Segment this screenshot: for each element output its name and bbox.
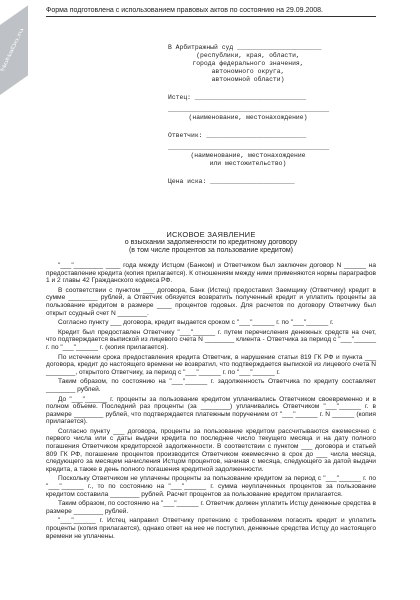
- body-paragraph: Поскольку Ответчиком не уплачены проценты за пользование кредитом за период с "___"______ г. по "___"______ г., то по состоянию на "___"______ г. сумма неуплаченных процентов за пользование кредитом составила ________ рублей. Расчет процентов за пользование кредитом прилагается.: [46, 475, 376, 498]
- defendant-hint: или местожительство): [209, 160, 287, 167]
- body-paragraph: До "___"______ г. проценты за пользование кредитом уплачивались Ответчиком своевременно и в полном объеме. Последний раз проценты (за ________) уплачивались Ответчиком "___"______ г. в размере ________ рублей, что подтверждается платежным поручением от "___"______ г. N ______ (копия прилагается).: [46, 395, 376, 426]
- body-paragraph: В соответствии с пунктом ___ договора, Банк (Истец) предоставил Заемщику (Ответчику) кредит в сумме ________ рублей, а Ответчик обязуется возвратить полученный кредит и уплатить проценты за пользование кредитом в размере ____ процентов годовых. Для расчетов по договору Ответчику был открыт ссудный счет N ________.: [46, 286, 376, 317]
- court-line: В Арбитражный суд ______________________: [168, 44, 322, 51]
- plaintiff-hint: (наименование, местонахождение): [188, 114, 308, 121]
- body-paragraph: Кредит был предоставлен Ответчику "___"______ г. путем перечисления денежных средств на счет, что подтверждается выпиской из лицевого счета N ________ клиента - Ответчика за период с "___"______ г. по "___"______ г. (копия прилагается).: [46, 328, 376, 351]
- title-subject: о взыскании задолженности по кредитному договору: [124, 239, 298, 246]
- title-note: (в том числе процентов за пользование кредитом): [128, 247, 294, 254]
- body-paragraph: Согласно пункту ___ договора, проценты за пользование кредитом рассчитываются ежемесячно с первого числа или с даты выдачи кредита по последнее число текущего месяца и на дату полного погашения Ответчиком кредиторской задолженности. В соответствии с пунктом ___ договора и статьей 809 ГК РФ, погашение процентов производится Ответчиком ежемесячно в срок до ___ числа месяца, следующего за месяцем начисления Истцом процентов, начиная с месяца, следующего за датой выдачи кредита, а также в день полного погашения кредитной задолженности.: [46, 427, 376, 473]
- court-hint: (республики, края, области,: [196, 52, 300, 59]
- blank-line: __________________________________________: [168, 144, 330, 151]
- body-paragraph: "___"______ г. Истец направил Ответчику претензию с требованием погасить кредит и уплатить проценты (копия прилагается), однако ответ на нее не поступил, денежные средства Истцу до настоящего времени не уплачены.: [46, 517, 376, 540]
- top-notice: Форма подготовлена с использованием правовых актов по состоянию на 29.09.2008.: [46, 6, 376, 17]
- court-hint: автономной области): [211, 76, 285, 83]
- title-main: ИСКОВОЕ ЗАЯВЛЕНИЕ: [166, 230, 256, 239]
- defendant-hint: (наименование, местонахождение: [190, 152, 306, 159]
- document-body: [46, 262, 376, 542]
- blank-line: __________________________________________: [168, 106, 330, 113]
- document-title: [46, 231, 376, 255]
- addressee-header: [168, 44, 328, 186]
- claim-price-line: Цена иска: ______________________: [168, 178, 295, 185]
- court-hint: города федерального значения,: [192, 60, 304, 67]
- body-paragraph: Таким образом, по состоянию на "___"______ г. задолженность Ответчика по кредиту составляет ________ рублей.: [46, 378, 376, 393]
- body-paragraph: Согласно пункту ___ договора, кредит выдается сроком с "___"______ г. по "___"______ г.: [58, 319, 334, 327]
- watermark-text: NoNaDo.ru: [0, 28, 26, 72]
- body-paragraph: Таким образом, по состоянию на "___"______ г. Ответчик должен уплатить Истцу денежные средства в размере ________ рублей.: [46, 500, 376, 515]
- plaintiff-line: Истец: _____________________________: [168, 94, 307, 101]
- court-hint: автономного округа,: [211, 68, 285, 75]
- watermark-logo: [0, 5, 28, 100]
- defendant-line: Ответчик: __________________________: [168, 132, 307, 139]
- body-paragraph: "___"________ ____ года между Истцом (Банком) и Ответчиком был заключен договор N ______ на предоставление кредита (копия прилагается). К отношениям между ними применяются нормы параграфов 1 и 2 главы 42 Гражданского кодекса РФ.: [46, 262, 376, 285]
- body-paragraph: По истечении срока предоставления кредита Ответчик, в нарушение статьи 819 ГК РФ и пункта ___ договора, кредит до настоящего времени не возвратил, что подтверждается выпиской из лицевого счета N ________, открытого Ответчику, за период с "___"______ г. по "___"______ г.: [46, 353, 376, 376]
